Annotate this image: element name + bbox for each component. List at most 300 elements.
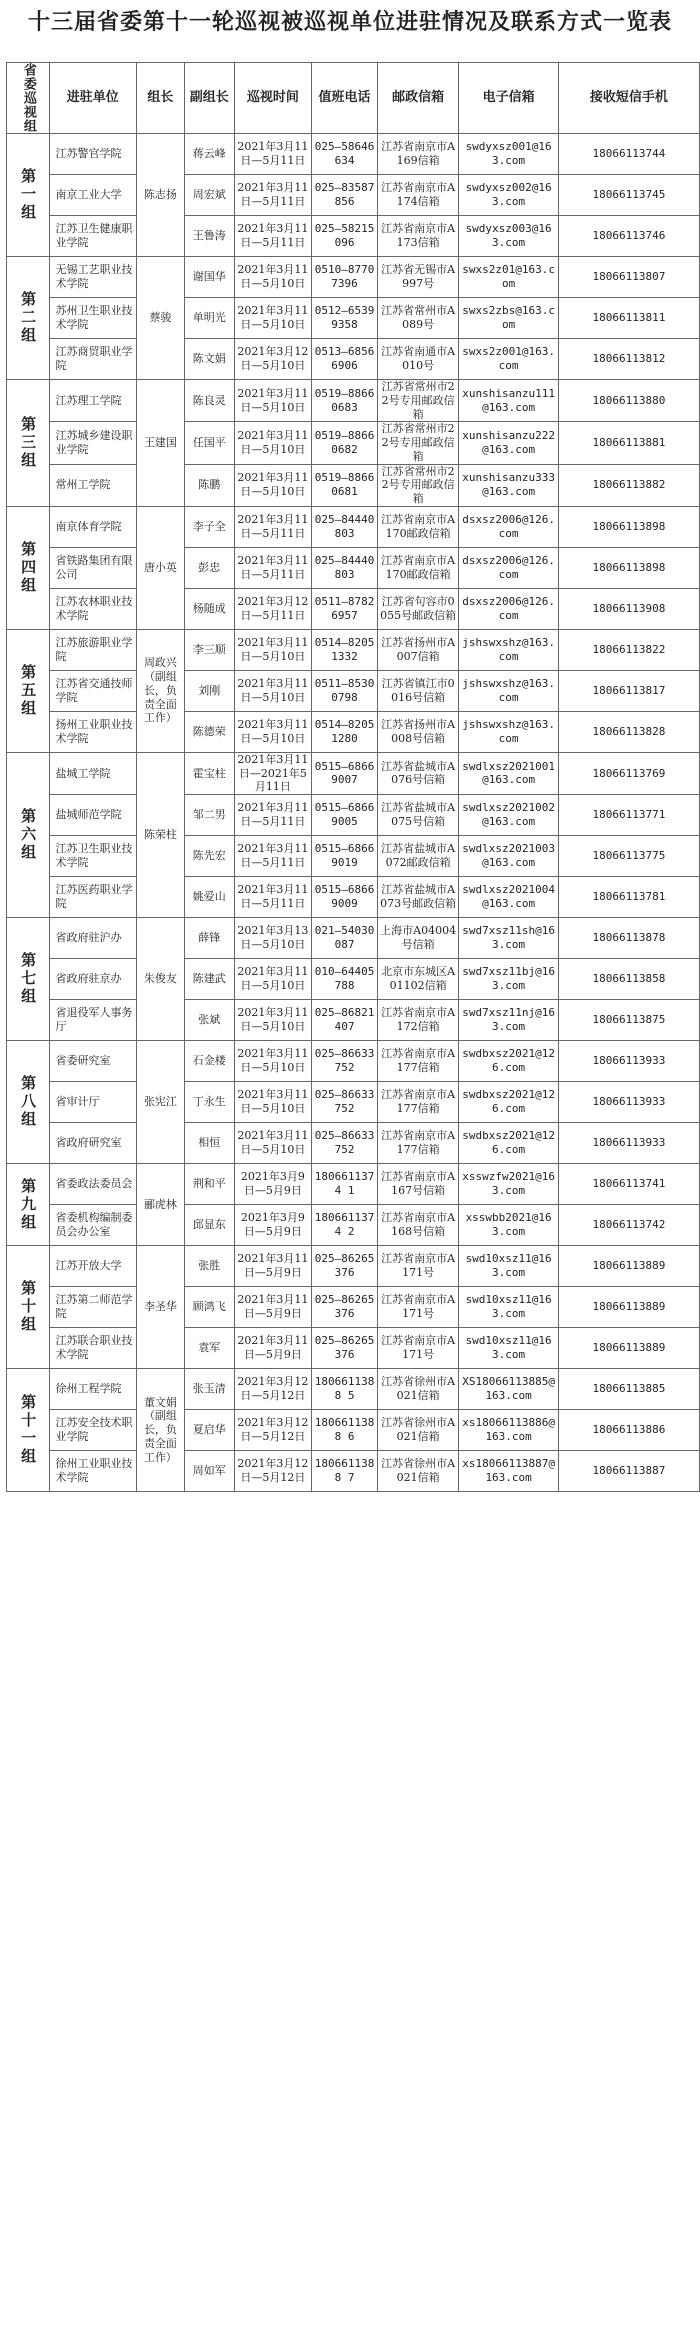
email-cell: xsswbb2021@163.com [459, 1205, 558, 1246]
table-row [7, 298, 700, 339]
leader-cell: 李圣华 [137, 1246, 185, 1369]
deputy-cell: 蒋云峰 [184, 134, 234, 175]
table-row [7, 380, 700, 422]
time-cell: 2021年3月11日—5月10日 [234, 380, 312, 422]
leader-cell: 唐小英 [137, 506, 185, 629]
phone-cell: 0511—87826957 [312, 588, 378, 629]
postbox-cell: 江苏省南京市A168号信箱 [377, 1205, 459, 1246]
postbox-cell: 江苏省南京市A173信箱 [377, 216, 459, 257]
email-cell: xsswzfw2021@163.com [459, 1164, 558, 1205]
unit-cell: 江苏省交通技师学院 [49, 670, 137, 711]
postbox-cell: 江苏省南京市A167号信箱 [377, 1164, 459, 1205]
phone-cell: 025—86265376 [312, 1328, 378, 1369]
unit-cell: 江苏城乡建设职业学院 [49, 422, 137, 464]
deputy-cell: 丁永生 [184, 1082, 234, 1123]
email-cell: swdyxsz001@163.com [459, 134, 558, 175]
group-name-cell [7, 134, 50, 257]
unit-cell: 盐城工学院 [49, 752, 137, 794]
sms-cell: 18066113889 [558, 1287, 699, 1328]
sms-cell: 18066113898 [558, 547, 699, 588]
leader-cell: 蔡骏 [137, 257, 185, 380]
group-name: 第六组 [19, 807, 38, 862]
postbox-cell: 江苏省常州市A089号 [377, 298, 459, 339]
phone-cell: 1806611374 2 [312, 1205, 378, 1246]
deputy-cell: 陈鹏 [184, 464, 234, 506]
phone-cell: 025—58646634 [312, 134, 378, 175]
deputy-cell: 谢国华 [184, 257, 234, 298]
postbox-cell: 江苏省盐城市A073号邮政信箱 [377, 877, 459, 918]
postbox-cell: 江苏省盐城市A072邮政信箱 [377, 836, 459, 877]
unit-cell: 江苏商贸职业学院 [49, 339, 137, 380]
unit-cell: 徐州工程学院 [49, 1369, 137, 1410]
group-name-cell [7, 1246, 50, 1369]
deputy-cell: 任国平 [184, 422, 234, 464]
sms-cell: 18066113746 [558, 216, 699, 257]
postbox-cell: 江苏省徐州市A021信箱 [377, 1369, 459, 1410]
phone-cell: 0513—68566906 [312, 339, 378, 380]
table-row [7, 464, 700, 506]
table-row [7, 795, 700, 836]
phone-cell: 0515—68669019 [312, 836, 378, 877]
phone-cell: 0514—82051280 [312, 711, 378, 752]
table-row [7, 588, 700, 629]
group-name: 第十组 [19, 1280, 38, 1334]
table-row [7, 422, 700, 464]
time-cell: 2021年3月9日—5月9日 [234, 1164, 312, 1205]
postbox-cell: 江苏省南京市A171号 [377, 1287, 459, 1328]
deputy-cell: 周如军 [184, 1451, 234, 1492]
phone-cell: 0515—68669007 [312, 752, 378, 794]
time-cell: 2021年3月11日—5月10日 [234, 1041, 312, 1082]
deputy-cell: 彭忠 [184, 547, 234, 588]
phone-cell: 025—58215096 [312, 216, 378, 257]
sms-cell: 18066113742 [558, 1205, 699, 1246]
email-cell: swdlxsz2021002@163.com [459, 795, 558, 836]
sms-cell: 18066113781 [558, 877, 699, 918]
sms-cell: 18066113771 [558, 795, 699, 836]
deputy-cell: 李子全 [184, 506, 234, 547]
email-cell: xs18066113886@163.com [459, 1410, 558, 1451]
unit-cell: 江苏安全技术职业学院 [49, 1410, 137, 1451]
deputy-cell: 陈文娟 [184, 339, 234, 380]
sms-cell: 18066113828 [558, 711, 699, 752]
unit-cell: 南京工业大学 [49, 175, 137, 216]
unit-cell: 江苏卫生职业技术学院 [49, 836, 137, 877]
time-cell: 2021年3月11日—5月11日 [234, 547, 312, 588]
time-cell: 2021年3月11日—5月11日 [234, 134, 312, 175]
group-name: 第五组 [19, 663, 38, 718]
sms-cell: 18066113933 [558, 1041, 699, 1082]
table-row [7, 1041, 700, 1082]
header-row [7, 63, 700, 134]
unit-cell: 省铁路集团有限公司 [49, 547, 137, 588]
deputy-cell: 薛锋 [184, 918, 234, 959]
email-cell: swd7xsz11nj@163.com [459, 1000, 558, 1041]
group-name: 第八组 [19, 1075, 38, 1129]
group-name-cell [7, 1369, 50, 1492]
group-name: 第三组 [19, 415, 38, 470]
time-cell: 2021年3月11日—5月9日 [234, 1287, 312, 1328]
email-cell: swxs2z001@163.com [459, 339, 558, 380]
sms-cell: 18066113933 [558, 1082, 699, 1123]
phone-cell: 025—86633752 [312, 1123, 378, 1164]
email-cell: XS18066113885@163.com [459, 1369, 558, 1410]
unit-cell: 徐州工业职业技术学院 [49, 1451, 137, 1492]
table-row [7, 1123, 700, 1164]
time-cell: 2021年3月13日—5月10日 [234, 918, 312, 959]
sms-cell: 18066113807 [558, 257, 699, 298]
time-cell: 2021年3月11日—5月10日 [234, 1082, 312, 1123]
group-name-cell [7, 1041, 50, 1164]
unit-cell: 江苏医药职业学院 [49, 877, 137, 918]
postbox-cell: 江苏省南京市A177信箱 [377, 1082, 459, 1123]
postbox-cell: 江苏省句容市0055号邮政信箱 [377, 588, 459, 629]
postbox-cell: 江苏省常州市22号专用邮政信箱 [377, 422, 459, 464]
time-cell: 2021年3月9日—5月9日 [234, 1205, 312, 1246]
sms-cell: 18066113898 [558, 506, 699, 547]
group-name: 第四组 [19, 540, 38, 595]
email-cell: swd10xsz11@163.com [459, 1246, 558, 1287]
header-time: 巡视时间 [234, 63, 312, 134]
postbox-cell: 江苏省南京市A170邮政信箱 [377, 547, 459, 588]
phone-cell: 010—64405788 [312, 959, 378, 1000]
sms-cell: 18066113885 [558, 1369, 699, 1410]
unit-cell: 省政府研究室 [49, 1123, 137, 1164]
deputy-cell: 单明光 [184, 298, 234, 339]
email-cell: swd7xsz11bj@163.com [459, 959, 558, 1000]
group-name-cell [7, 506, 50, 629]
email-cell: swd10xsz11@163.com [459, 1287, 558, 1328]
sms-cell: 18066113878 [558, 918, 699, 959]
sms-cell: 18066113744 [558, 134, 699, 175]
sms-cell: 18066113812 [558, 339, 699, 380]
email-cell: xunshisanzu111@163.com [459, 380, 558, 422]
postbox-cell: 江苏省常州市22号专用邮政信箱 [377, 464, 459, 506]
unit-cell: 盐城师范学院 [49, 795, 137, 836]
header-leader: 组长 [137, 63, 185, 134]
postbox-cell: 江苏省南京市A170邮政信箱 [377, 506, 459, 547]
sms-cell: 18066113933 [558, 1123, 699, 1164]
phone-cell: 1806611388 5 [312, 1369, 378, 1410]
sms-cell: 18066113769 [558, 752, 699, 794]
time-cell: 2021年3月12日—5月12日 [234, 1451, 312, 1492]
time-cell: 2021年3月11日—5月11日 [234, 795, 312, 836]
email-cell: dsxsz2006@126.com [459, 547, 558, 588]
deputy-cell: 霍宝柱 [184, 752, 234, 794]
phone-cell: 0515—68669009 [312, 877, 378, 918]
time-cell: 2021年3月11日—5月10日 [234, 298, 312, 339]
table-row [7, 134, 700, 175]
time-cell: 2021年3月11日—5月10日 [234, 257, 312, 298]
phone-cell: 1806611388 6 [312, 1410, 378, 1451]
phone-cell: 0519—88660681 [312, 464, 378, 506]
time-cell: 2021年3月11日—5月11日 [234, 175, 312, 216]
unit-cell: 省政府驻沪办 [49, 918, 137, 959]
email-cell: swdbxsz2021@126.com [459, 1041, 558, 1082]
postbox-cell: 江苏省徐州市A021信箱 [377, 1451, 459, 1492]
unit-cell: 省政府驻京办 [49, 959, 137, 1000]
header-postbox: 邮政信箱 [377, 63, 459, 134]
leader-cell: 郦虎林 [137, 1164, 185, 1246]
email-cell: swdbxsz2021@126.com [459, 1082, 558, 1123]
postbox-cell: 江苏省南京市A171号 [377, 1246, 459, 1287]
postbox-cell: 江苏省南京市A169信箱 [377, 134, 459, 175]
table-row [7, 339, 700, 380]
email-cell: dsxsz2006@126.com [459, 506, 558, 547]
email-cell: swd7xsz11sh@163.com [459, 918, 558, 959]
time-cell: 2021年3月11日—5月11日 [234, 877, 312, 918]
unit-cell: 省委研究室 [49, 1041, 137, 1082]
unit-cell: 南京体育学院 [49, 506, 137, 547]
phone-cell: 025—86633752 [312, 1041, 378, 1082]
page-title: 十三届省委第十一轮巡视被巡视单位进驻情况及联系方式一览表 [27, 8, 672, 35]
unit-cell: 苏州卫生职业技术学院 [49, 298, 137, 339]
deputy-cell: 陈德荣 [184, 711, 234, 752]
time-cell: 2021年3月12日—5月11日 [234, 588, 312, 629]
sms-cell: 18066113887 [558, 1451, 699, 1492]
phone-cell: 0519—88660682 [312, 422, 378, 464]
time-cell: 2021年3月11日—5月9日 [234, 1328, 312, 1369]
postbox-cell: 江苏省南京市A171号 [377, 1328, 459, 1369]
table-row [7, 506, 700, 547]
unit-cell: 省委机构编制委员会办公室 [49, 1205, 137, 1246]
leader-cell: 周政兴（副组长，负责全面工作） [137, 629, 185, 752]
postbox-cell: 江苏省南京市A177信箱 [377, 1041, 459, 1082]
deputy-cell: 姚爱山 [184, 877, 234, 918]
email-cell: swdyxsz002@163.com [459, 175, 558, 216]
phone-cell: 021—54030087 [312, 918, 378, 959]
table-row [7, 1410, 700, 1451]
sms-cell: 18066113908 [558, 588, 699, 629]
time-cell: 2021年3月11日—5月10日 [234, 422, 312, 464]
deputy-cell: 夏启华 [184, 1410, 234, 1451]
phone-cell: 0511—85300798 [312, 670, 378, 711]
sms-cell: 18066113880 [558, 380, 699, 422]
table-row [7, 959, 700, 1000]
email-cell: dsxsz2006@126.com [459, 588, 558, 629]
email-cell: swdyxsz003@163.com [459, 216, 558, 257]
phone-cell: 025—84440803 [312, 506, 378, 547]
table-row [7, 216, 700, 257]
sms-cell: 18066113811 [558, 298, 699, 339]
table-row [7, 1246, 700, 1287]
deputy-cell: 荆和平 [184, 1164, 234, 1205]
leader-cell: 张宪江 [137, 1041, 185, 1164]
postbox-cell: 江苏省无锡市A997号 [377, 257, 459, 298]
time-cell: 2021年3月11日—5月10日 [234, 1000, 312, 1041]
postbox-cell: 北京市东城区A01102信箱 [377, 959, 459, 1000]
sms-cell: 18066113775 [558, 836, 699, 877]
group-name-cell [7, 918, 50, 1041]
email-cell: swd10xsz11@163.com [459, 1328, 558, 1369]
deputy-cell: 陈良灵 [184, 380, 234, 422]
table-row [7, 1205, 700, 1246]
time-cell: 2021年3月11日—5月11日 [234, 506, 312, 547]
deputy-cell: 陈建武 [184, 959, 234, 1000]
postbox-cell: 江苏省南京市A174信箱 [377, 175, 459, 216]
unit-cell: 江苏警官学院 [49, 134, 137, 175]
table-row [7, 1000, 700, 1041]
email-cell: swdlxsz2021001@163.com [459, 752, 558, 794]
header-unit: 进驻单位 [49, 63, 137, 134]
sms-cell: 18066113817 [558, 670, 699, 711]
time-cell: 2021年3月11日—5月11日 [234, 216, 312, 257]
table-row [7, 1369, 700, 1410]
leader-cell: 朱俊友 [137, 918, 185, 1041]
leader-cell: 陈志扬 [137, 134, 185, 257]
group-name: 第一组 [19, 168, 38, 222]
table-row [7, 257, 700, 298]
time-cell: 2021年3月11日—5月10日 [234, 670, 312, 711]
unit-cell: 省退役军人事务厅 [49, 1000, 137, 1041]
unit-cell: 省审计厅 [49, 1082, 137, 1123]
time-cell: 2021年3月11日—5月10日 [234, 959, 312, 1000]
phone-cell: 0519—88660683 [312, 380, 378, 422]
unit-cell: 省委政法委员会 [49, 1164, 137, 1205]
postbox-cell: 江苏省徐州市A021信箱 [377, 1410, 459, 1451]
unit-cell: 常州工学院 [49, 464, 137, 506]
table-row [7, 547, 700, 588]
table-row [7, 1082, 700, 1123]
time-cell: 2021年3月12日—5月12日 [234, 1410, 312, 1451]
sms-cell: 18066113875 [558, 1000, 699, 1041]
group-name: 第十一组 [19, 1394, 38, 1466]
email-cell: xunshisanzu333@163.com [459, 464, 558, 506]
sms-cell: 18066113886 [558, 1410, 699, 1451]
phone-cell: 0510—87707396 [312, 257, 378, 298]
table-row [7, 629, 700, 670]
unit-cell: 江苏联合职业技术学院 [49, 1328, 137, 1369]
time-cell: 2021年3月11日—2021年5月11日 [234, 752, 312, 794]
deputy-cell: 邹二男 [184, 795, 234, 836]
table-row [7, 877, 700, 918]
email-cell: swxs2zbs@163.com [459, 298, 558, 339]
phone-cell: 1806611388 7 [312, 1451, 378, 1492]
unit-cell: 扬州工业职业技术学院 [49, 711, 137, 752]
header-phone: 值班电话 [312, 63, 378, 134]
deputy-cell: 张玉清 [184, 1369, 234, 1410]
postbox-cell: 江苏省南京市A172信箱 [377, 1000, 459, 1041]
group-name-cell [7, 257, 50, 380]
table-row [7, 1164, 700, 1205]
deputy-cell: 顾鸿飞 [184, 1287, 234, 1328]
time-cell: 2021年3月12日—5月10日 [234, 339, 312, 380]
sms-cell: 18066113741 [558, 1164, 699, 1205]
table-row [7, 918, 700, 959]
deputy-cell: 杨随成 [184, 588, 234, 629]
group-name: 第七组 [19, 952, 38, 1006]
email-cell: swdbxsz2021@126.com [459, 1123, 558, 1164]
group-name: 第二组 [19, 291, 38, 345]
group-name: 第九组 [19, 1177, 38, 1232]
phone-cell: 025—86265376 [312, 1287, 378, 1328]
postbox-cell: 江苏省扬州市A008号信箱 [377, 711, 459, 752]
unit-cell: 江苏第二师范学院 [49, 1287, 137, 1328]
group-name-cell [7, 752, 50, 917]
time-cell: 2021年3月11日—5月10日 [234, 464, 312, 506]
email-cell: jshswxshz@163.com [459, 711, 558, 752]
deputy-cell: 陈先宏 [184, 836, 234, 877]
phone-cell: 025—83587856 [312, 175, 378, 216]
phone-cell: 0512—65399358 [312, 298, 378, 339]
email-cell: jshswxshz@163.com [459, 670, 558, 711]
deputy-cell: 相恒 [184, 1123, 234, 1164]
leader-cell: 王建国 [137, 380, 185, 507]
group-name-cell [7, 380, 50, 507]
postbox-cell: 江苏省南京市A177信箱 [377, 1123, 459, 1164]
email-cell: swdlxsz2021004@163.com [459, 877, 558, 918]
phone-cell: 0514—82051332 [312, 629, 378, 670]
deputy-cell: 石金楼 [184, 1041, 234, 1082]
email-cell: swdlxsz2021003@163.com [459, 836, 558, 877]
inspection-table [6, 62, 700, 1492]
postbox-cell: 江苏省南通市A010号 [377, 339, 459, 380]
table-row [7, 1287, 700, 1328]
sms-cell: 18066113881 [558, 422, 699, 464]
deputy-cell: 王鲁涛 [184, 216, 234, 257]
time-cell: 2021年3月11日—5月10日 [234, 629, 312, 670]
deputy-cell: 周宏斌 [184, 175, 234, 216]
table-row [7, 670, 700, 711]
postbox-cell: 江苏省扬州市A007信箱 [377, 629, 459, 670]
postbox-cell: 江苏省盐城市A075号信箱 [377, 795, 459, 836]
leader-cell: 陈荣柱 [137, 752, 185, 917]
header-deputy: 副组长 [184, 63, 234, 134]
phone-cell: 025—86265376 [312, 1246, 378, 1287]
unit-cell: 无锡工艺职业技术学院 [49, 257, 137, 298]
email-cell: xunshisanzu222@163.com [459, 422, 558, 464]
header-email: 电子信箱 [459, 63, 558, 134]
postbox-cell: 江苏省盐城市A076号信箱 [377, 752, 459, 794]
table-row [7, 711, 700, 752]
sms-cell: 18066113858 [558, 959, 699, 1000]
deputy-cell: 邱显东 [184, 1205, 234, 1246]
unit-cell: 江苏旅游职业学院 [49, 629, 137, 670]
header-group: 省委巡视组 [7, 63, 50, 134]
postbox-cell: 江苏省镇江市0016号信箱 [377, 670, 459, 711]
email-cell: swxs2z01@163.com [459, 257, 558, 298]
time-cell: 2021年3月11日—5月10日 [234, 1123, 312, 1164]
header-sms: 接收短信手机 [558, 63, 699, 134]
group-name-cell [7, 629, 50, 752]
time-cell: 2021年3月11日—5月11日 [234, 836, 312, 877]
unit-cell: 江苏农林职业技术学院 [49, 588, 137, 629]
phone-cell: 0515—68669005 [312, 795, 378, 836]
table-row [7, 836, 700, 877]
table-row [7, 752, 700, 794]
deputy-cell: 张胜 [184, 1246, 234, 1287]
sms-cell: 18066113745 [558, 175, 699, 216]
deputy-cell: 张斌 [184, 1000, 234, 1041]
phone-cell: 025—86821407 [312, 1000, 378, 1041]
unit-cell: 江苏卫生健康职业学院 [49, 216, 137, 257]
table-row [7, 175, 700, 216]
deputy-cell: 袁军 [184, 1328, 234, 1369]
sms-cell: 18066113889 [558, 1328, 699, 1369]
phone-cell: 1806611374 1 [312, 1164, 378, 1205]
group-name-cell [7, 1164, 50, 1246]
leader-cell: 董文娟（副组长，负责全面工作） [137, 1369, 185, 1492]
time-cell: 2021年3月11日—5月9日 [234, 1246, 312, 1287]
deputy-cell: 李三顺 [184, 629, 234, 670]
time-cell: 2021年3月12日—5月12日 [234, 1369, 312, 1410]
unit-cell: 江苏理工学院 [49, 380, 137, 422]
phone-cell: 025—84440803 [312, 547, 378, 588]
table-row [7, 1451, 700, 1492]
sms-cell: 18066113889 [558, 1246, 699, 1287]
email-cell: jshswxshz@163.com [459, 629, 558, 670]
unit-cell: 江苏开放大学 [49, 1246, 137, 1287]
